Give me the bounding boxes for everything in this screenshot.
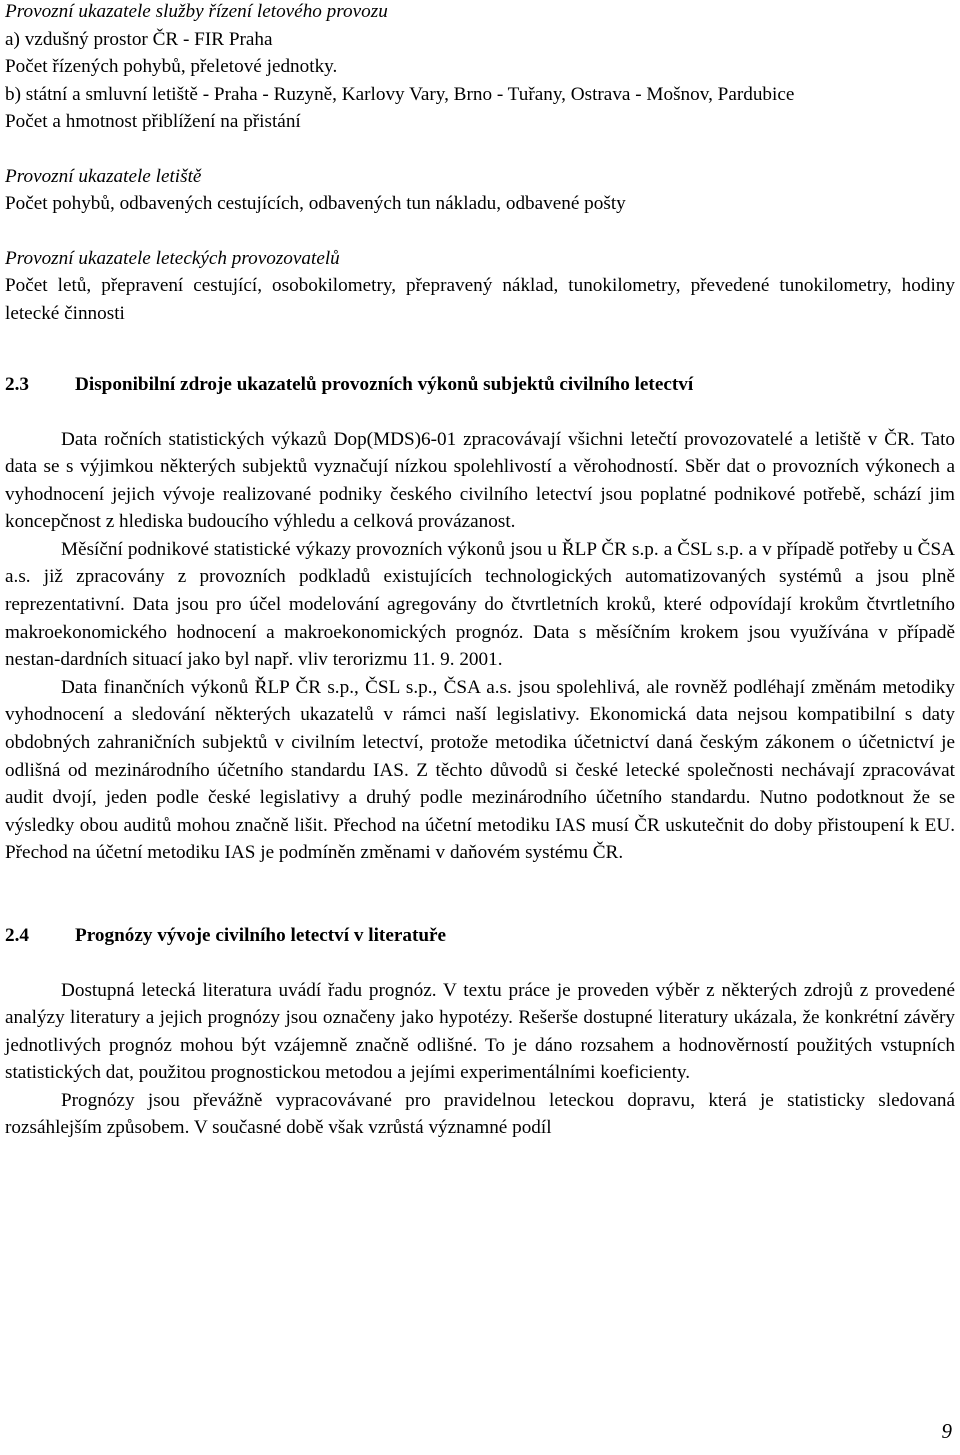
heading-2-3 [5,371,955,399]
heading-number: 2.4 [5,925,29,946]
section-airport-indicators [5,163,955,218]
section-title-airport: Provozní ukazatele letiště [5,165,202,187]
heading-number: 2.3 [5,374,29,395]
text-line: Počet pohybů, odbavených cestujících, odbavených tun nákladu, odbavené pošty [5,193,626,214]
section-title-atc: Provozní ukazatele služby řízení letového provozu [5,1,388,22]
heading-2-4 [5,922,955,950]
text-line: a) vzdušný prostor ČR - FIR Praha [5,28,273,50]
section-title-operators: Provozní ukazatele leteckých provozovatelů [5,247,340,269]
section-atc-indicators [5,0,955,136]
page-number: 9 [941,1418,952,1443]
paragraph: Měsíční podnikové statistické výkazy provozních výkonů jsou u ŘLP ČR s.p. a ČSL s.p. a v případě potřeby u ČSA a.s. již zpracovány z provozních podkladů existujících technologických automatizovaných systémů a jsou plně reprezentativní. Data jsou pro účel modelování agregovány do čtvrtletních kroků, které odpovídají krokům čtvrtletního makroekonomického hodnocení a makroekonomických prognóz. Data s měsíčním krokem jsou využívána v případě nestan-dardních situací jako byl např. vliv terorizmu 11. 9. 2001. [5,538,955,671]
heading-title: Disponibilní zdroje ukazatelů provozních výkonů subjektů civilního letectví [75,374,694,395]
text-line: Počet a hmotnost přiblížení na přistání [5,111,301,132]
section-2-3 [5,371,955,867]
section-2-4 [5,922,955,1142]
document-page [5,0,955,1142]
paragraph: Data finančních výkonů ŘLP ČR s.p., ČSL s.p., ČSA a.s. jsou spolehlivá, ale rovněž podléhají změnám metodiky vyhodnocení a sledování některých ukazatelů v rámci naší legislativy. Ekonomická data nejsou kompatibilní s daty obdobných zahraničních subjektů v civilním letectví, protože metodika účetnictví daná českým zákonem o účetnictví je odlišná od mezinárodního účetního standardu IAS. Z těchto důvodů si české letecké společnosti nechávají zpracovávat audit dvojí, jeden podle české legislativy a druhý podle mezinárodního účetního standardu. Nutno podotknout že se výsledky obou auditů mohou značně lišit. Přechod na účetní metodiku IAS musí ČR uskutečnit do doby přistoupení k EU. Přechod na účetní metodiku IAS je podmíněn změnami v daňovém systému ČR. [5,676,955,864]
text-block: b) státní a smluvní letiště - Praha - Ruzyně, Karlovy Vary, Brno - Tuřany, Ostrava - Mošnov, Pardubice [5,83,795,105]
text-line: Počet řízených pohybů, přeletové jednotky. [5,56,338,77]
text-block: Počet letů, přepravení cestující, osobokilometry, přepravený náklad, tunokilometry, převedené tunokilometry, hodiny letecké činnosti [5,275,955,324]
section-operator-indicators [5,245,955,328]
heading-title: Prognózy vývoje civilního letectví v literatuře [75,925,447,946]
paragraph: Dostupná letecká literatura uvádí řadu prognóz. V textu práce je proveden výběr z některých zdrojů z provedené analýzy literatury a jejich prognózy jsou označeny jako hypotézy. Rešerše dostupné literatury ukázala, že konkrétní závěry jednotlivých prognóz mohou být vzájemně značně odlišné. To je dáno rozsahem a hodnověrností použitých vstupních statistických dat, použitou prognostickou metodou a jejími experimentálními koeficienty. [5,979,955,1084]
paragraph: Prognózy jsou převážně vypracovávané pro pravidelnou leteckou dopravu, která je statisticky sledovaná rozsáhlejším způsobem. V současné době však vzrůstá významné podíl [5,1089,955,1139]
paragraph: Data ročních statistických výkazů Dop(MDS)6-01 zpracovávají všichni letečtí provozovatelé a letiště v ČR. Tato data se s výjimkou některých subjektů vyznačují nízkou spolehlivostí a věrohodností. Sběr dat o provozních výkonech a vyhodnocení jejich vývoje realizované podniky českého civilního letectví jsou poplatné podnikové potřebě, schází jim koncepčnost z hlediska budoucího výhledu a celková provázanost. [5,428,955,533]
